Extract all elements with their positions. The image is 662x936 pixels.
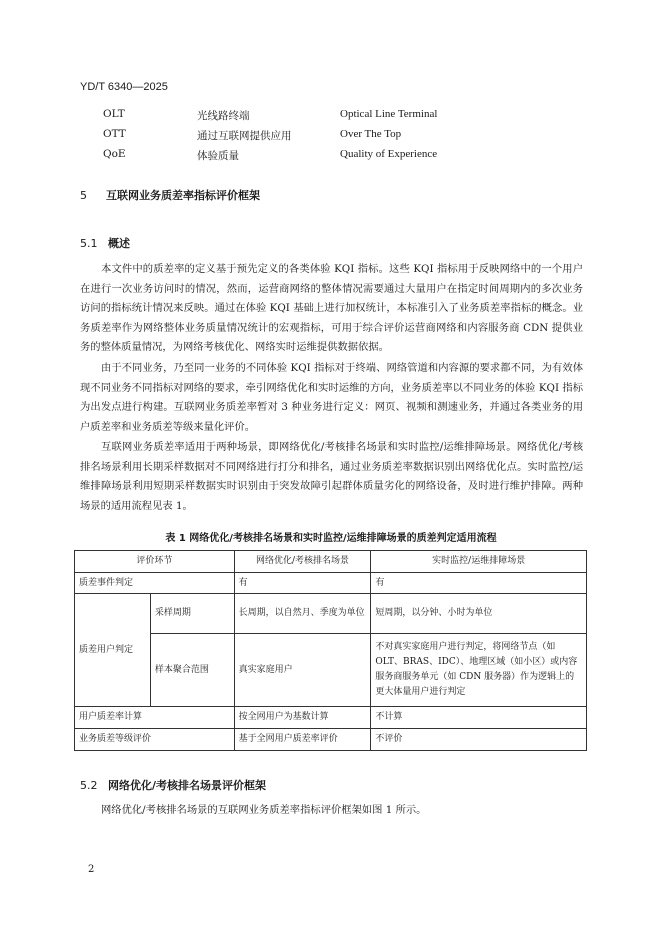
table-cell: 质差用户判定 [75,594,151,707]
table-header-cell: 网络优化/考核排名场景 [234,551,371,573]
table-cell: 不对真实家庭用户进行判定，将网络节点（如 OLT、BRAS、IDC）、地理区域（如小区）或内容服务商服务单元（如 CDN 服务器）作为逻辑上的更大体量用户进行判定 [371,634,587,707]
document-number: YD/T 6340—2025 [80,81,168,93]
abbreviation-term: OLT [103,108,125,120]
section-5-1-heading [80,235,130,251]
table-cell: 质差事件判定 [75,573,235,594]
section-title: 网络优化/考核排名场景评价框架 [108,779,267,792]
section-number: 5 [80,189,87,202]
paragraph-framework-intro: 网络优化/考核排名场景的互联网业务质差率指标评价框架如图 1 所示。 [101,804,427,816]
table-cell: 不评价 [371,729,587,751]
abbreviation-english: Quality of Experience [340,148,438,160]
table-row [75,634,587,707]
section-title: 互联网业务质差率指标评价框架 [106,189,260,202]
table-cell: 业务质差等级评价 [75,729,235,751]
table-cell: 不计算 [371,707,587,729]
paragraph-overview-1: 本文件中的质差率的定义基于预先定义的各类体验 KQI 指标。这些 KQI 指标用于反映网络中的一个用户在进行一次业务访问时的情况，然而，运营商网络的整体情况需要通过大量用户在指定时间周期内的多次业务访问的指标统计情况来反映。通过在体验 KQI 基础上进行加权统计，本标准引入了业务质差率指标的概念。业务质差率作为网络整体业务质量情况统计的宏观指标，可用于综合评价运营商网络和内容服务商 CDN 提供业务的整体质量情况，为网络考核优化、网络实时运维提供数据依据。 [80,263,583,353]
page-number: 2 [88,864,95,875]
table-cell: 采样周期 [150,594,234,634]
abbreviation-chinese: 光线路终端 [197,110,250,122]
table-row [75,594,587,634]
table-cell: 用户质差率计算 [75,707,235,729]
table-cell: 短周期，以分钟、小时为单位 [371,594,587,634]
abbreviation-term: OTT [103,128,126,140]
section-number: 5.2 [80,779,98,792]
section-5-2-heading [80,777,266,793]
table-cell: 基于全网用户质差率评价 [234,729,371,751]
table-row [75,707,587,729]
table-1-caption: 表 1 网络优化/考核排名场景和实时监控/运维排障场景的质差判定适用流程 [165,533,497,544]
section-number: 5.1 [80,237,98,250]
abbreviation-chinese: 通过互联网提供应用 [197,130,292,142]
table-header-cell: 实时监控/运维排障场景 [371,551,587,573]
table-cell: 真实家庭用户 [234,634,371,707]
table-row [75,573,587,594]
paragraph-overview-2: 由于不同业务，乃至同一业务的不同体验 KQI 指标对于终端、网络管道和内容源的要求都不同，为有效体现不同业务不同指标对网络的要求，牵引网络优化和实时运维的方向，业务质差率以不同业务的体验 KQI 指标为出发点进行构建。互联网业务质差率暂对 3 种业务进行定义：网页、视频和测速业务，并通过各类业务的用户质差率和业务质差等级来量化评价。 [80,362,583,433]
table-cell: 有 [234,573,371,594]
table-row [75,729,587,751]
abbreviation-english: Optical Line Terminal [340,108,438,120]
table-1 [74,550,587,751]
abbreviation-term: QoE [103,148,126,160]
table-cell: 有 [371,573,587,594]
table-header-row [75,551,587,573]
table-header-cell: 评价环节 [75,551,235,573]
table-cell: 按全网用户为基数计算 [234,707,371,729]
section-5-heading [80,187,260,203]
table-cell: 长周期，以自然月、季度为单位 [234,594,371,634]
abbreviation-chinese: 体验质量 [197,150,239,162]
abbreviation-english: Over The Top [340,128,402,140]
paragraph-overview-3: 互联网业务质差率适用于两种场景，即网络优化/考核排名场景和实时监控/运维排障场景。网络优化/考核排名场景利用长期采样数据对不同网络进行打分和排名，通过业务质差率数据识别出网络优化点。实时监控/运维排障场景利用短期采样数据实时识别由于突发故障引起群体质量劣化的网络设备，及时进行维护排障。两种场景的适用流程见表 1。 [80,441,583,512]
section-title: 概述 [108,237,130,250]
table-cell: 样本聚合范围 [150,634,234,707]
